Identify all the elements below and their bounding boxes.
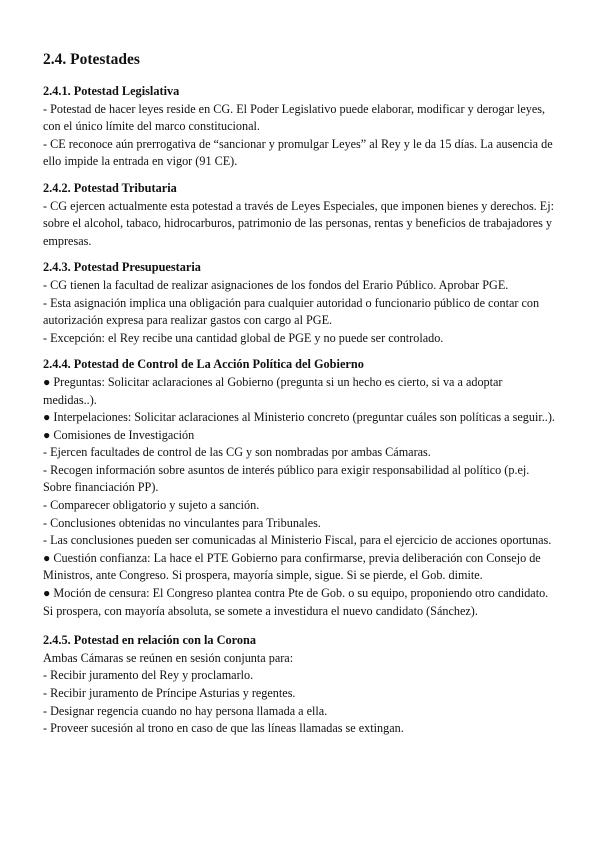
paragraph: Ambas Cámaras se reúnen en sesión conjunta para: [43,650,294,665]
paragraph: - CG ejercen actualmente esta potestad a través de Leyes Especiales, que imponen bienes y derechos. Ej: sobre el alcohol, tabaco, hidrocarburos, patrimonio de las personas, rentas y beneficios de trabajadores y empresas. [43,198,554,248]
paragraph: - Esta asignación implica una obligación para cualquier autoridad o funcionario público de contar con autorización expresa para realizar gastos con cargo al PGE. [43,295,540,328]
page-title: 2.4. Potestades [43,51,140,68]
section-tributaria [43,180,556,250]
section-presupuestaria [43,259,556,347]
paragraph: - Proveer sucesión al trono en caso de que las líneas llamadas se extingan. [43,721,404,736]
bullet-item: ● Cuestión confianza: La hace el PTE Gobierno para confirmarse, previa deliberación con Consejo de Ministros, ante Congreso. Si prospera, mayoría simple, sigue. Si se pierde, el Gob. dimite. [43,550,541,583]
paragraph: - Potestad de hacer leyes reside en CG. El Poder Legislativo puede elaborar, modificar y derogar leyes, con el único límite del marco constitucional. [43,101,546,134]
bullet-item: ● Moción de censura: El Congreso plantea contra Pte de Gob. o su equipo, proponiendo otro candidato. Si prospera, con mayoría absoluta, se somete a investidura el nuevo candidato (Sánchez). [43,586,549,618]
section-legislativa [43,83,556,171]
paragraph: - Designar regencia cuando no hay persona llamada a ella. [43,703,328,718]
section-heading: 2.4.5. Potestad en relación con la Corona [43,633,257,648]
bullet-item: ● Interpelaciones: Solicitar aclaraciones al Ministerio concreto (preguntar cuáles son políticas a seguir..). [43,410,555,425]
section-heading: 2.4.3. Potestad Presupuestaria [43,260,201,275]
paragraph: - Recogen información sobre asuntos de interés público para exigir responsabilidad al político (p.ej. Sobre financiación PP). [43,462,530,495]
paragraph: - Las conclusiones pueden ser comunicadas al Ministerio Fiscal, para el ejercicio de acciones oportunas. [43,533,552,548]
paragraph: - CG tienen la facultad de realizar asignaciones de los fondos del Erario Público. Aprobar PGE. [43,277,509,292]
paragraph: - Recibir juramento del Rey y proclamarlo. [43,668,254,683]
section-control [43,356,556,620]
paragraph: - Ejercen facultades de control de las CG y son nombradas por ambas Cámaras. [43,445,431,460]
paragraph: - Comparecer obligatorio y sujeto a sanción. [43,498,260,513]
paragraph: - Excepción: el Rey recibe una cantidad global de PGE y no puede ser controlado. [43,330,444,345]
paragraph: - Recibir juramento de Príncipe Asturias y regentes. [43,686,296,700]
section-heading: 2.4.1. Potestad Legislativa [43,84,180,98]
section-heading: 2.4.2. Potestad Tributaria [43,180,177,195]
bullet-item: ● Comisiones de Investigación [43,427,195,442]
section-corona [43,632,556,738]
bullet-item: ● Preguntas: Solicitar aclaraciones al Gobierno (pregunta si un hecho es cierto, si va a adoptar medidas..). [43,374,503,407]
paragraph: - Conclusiones obtenidas no vinculantes para Tribunales. [43,515,321,530]
section-heading: 2.4.4. Potestad de Control de La Acción Política del Gobierno [43,357,364,372]
paragraph: - CE reconoce aún prerrogativa de “sancionar y promulgar Leyes” al Rey y le da 15 días. La ausencia de ello impide la entrada en vigor (91 CE). [43,136,553,169]
